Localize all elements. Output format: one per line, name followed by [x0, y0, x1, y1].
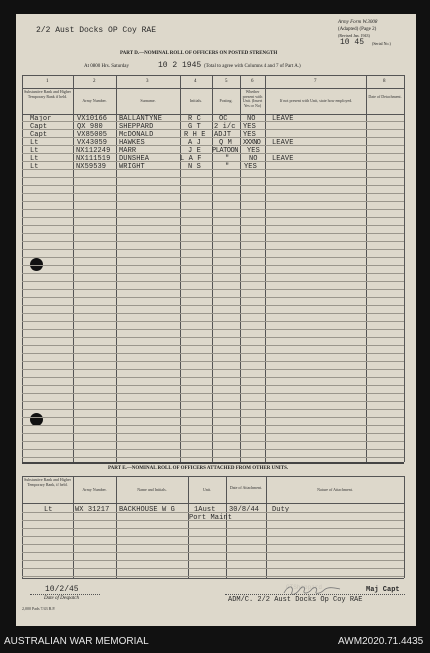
ruled-line: [22, 265, 404, 266]
col-number-1: 1: [46, 79, 49, 84]
serial-number: 10 45: [340, 38, 365, 47]
ruled-line: [22, 417, 404, 418]
row-number: NX112249: [76, 147, 111, 155]
ruled-line: [22, 353, 404, 354]
ruled-line: [22, 345, 404, 346]
ruled-line: [22, 281, 404, 282]
form-id-line2: (Adapted) (Page 2): [338, 27, 377, 32]
row-present: YES: [244, 163, 257, 171]
row-surname: WRIGHT: [119, 163, 145, 171]
row-rank: Major: [30, 115, 52, 123]
ruled-line: [22, 560, 404, 561]
ruled-line: [22, 153, 404, 154]
ruled-line: [22, 297, 404, 298]
e-row-name: BACKHOUSE W G: [119, 506, 175, 514]
ruled-line: [22, 433, 404, 434]
row-initials: R C: [188, 115, 201, 123]
col-number-6: 6: [251, 79, 254, 84]
ruled-line: [22, 185, 404, 186]
row-number: NX59539: [76, 163, 107, 171]
ruled-line: [22, 520, 404, 521]
row-number: QX 980: [77, 123, 103, 131]
row-number: VX10166: [77, 115, 108, 123]
ruled-line: [22, 177, 404, 178]
ruled-line: [22, 313, 404, 314]
row-surname: HAWKES: [119, 139, 145, 147]
row-surname: BALLANTYNE: [119, 115, 163, 123]
e-row-unit: 1Aust: [194, 506, 216, 514]
ruled-line: [22, 201, 404, 202]
row-initials: A J: [188, 139, 201, 147]
ruled-line: [22, 249, 404, 250]
ruled-line: [22, 305, 404, 306]
e-header-nature: Nature of Attachment.: [317, 487, 353, 492]
ruled-line: [22, 393, 404, 394]
ruled-line: [22, 161, 404, 162]
ruled-line: [22, 169, 404, 170]
row-rank: Lt: [30, 163, 39, 171]
e-row-unit-line2: Port Maint: [189, 514, 233, 522]
ruled-line: [22, 536, 404, 537]
ruled-line: [22, 401, 404, 402]
ruled-line: [22, 289, 404, 290]
ruled-line: [22, 441, 404, 442]
row-posting: ADJT: [214, 131, 232, 139]
header-rank: Substantive Rank and Higher Temporary Rank if held.: [24, 89, 71, 99]
caption-right: AWM2020.71.4435: [338, 636, 424, 647]
ruled-line: [22, 512, 404, 513]
part-e-title: PART E.—NOMINAL ROLL OF OFFICERS ATTACHED FROM OTHER UNITS.: [108, 466, 289, 471]
row-surname: McDONALD: [119, 131, 154, 139]
unit-title: 2/2 Aust Docks OP Coy RAE: [36, 26, 157, 35]
e-row-rank: Lt: [44, 506, 53, 514]
ruled-line: [22, 409, 404, 410]
row-employed: LEAVE: [272, 139, 294, 147]
col-number-3: 3: [146, 79, 149, 84]
ruled-line: [22, 129, 404, 130]
ruled-line: [22, 449, 404, 450]
ruled-line: [22, 544, 404, 545]
signoff: ADM/C. 2/2 Aust Docks Op Coy RAE: [228, 596, 363, 604]
ruled-line: [22, 233, 404, 234]
ruled-line: [22, 145, 404, 146]
row-employed: LEAVE: [272, 155, 294, 163]
col-number-2: 2: [93, 79, 96, 84]
part-d-total-note: (Total to agree with Columns 4 and 7 of Part A.): [204, 64, 301, 69]
e-header-rank: Substantive Rank and Higher Temporary Rank, if held.: [24, 477, 71, 487]
header-surname: Surname.: [140, 98, 156, 103]
row-number: VX43059: [77, 139, 108, 147]
signature-text: GTSheppard: [286, 584, 323, 591]
row-posting: ": [225, 163, 230, 171]
row-present: YES: [247, 147, 260, 155]
ruled-line: [22, 457, 404, 458]
ruled-line: [22, 193, 404, 194]
row-posting: Q M: [219, 139, 232, 147]
row-initials: R H E: [184, 131, 206, 139]
part-d-date-prefix: At 0800 Hrs. Saturday: [84, 64, 129, 69]
ruled-line: [22, 257, 404, 258]
part-d-title: PART D.—NOMINAL ROLL OF OFFICERS ON POSTED STRENGTH: [120, 51, 278, 56]
row-present: YES: [243, 131, 256, 139]
e-header-unit: Unit.: [202, 487, 212, 492]
row-rank: Capt: [30, 123, 48, 131]
e-row-nature: Duty: [272, 506, 290, 514]
rank-sign: Maj Capt: [366, 586, 400, 594]
ruled-line: [22, 369, 404, 370]
ruled-line: [22, 217, 404, 218]
ruled-line: [22, 385, 404, 386]
ruled-line: [22, 273, 404, 274]
despatch-date: 10/2/45: [45, 585, 79, 594]
row-posting: OC: [219, 115, 228, 123]
col-number-4: 4: [194, 79, 197, 84]
ruled-line: [22, 121, 404, 122]
row-present: YES: [243, 123, 256, 131]
row-rank: Lt: [30, 155, 39, 163]
ruled-line: [22, 425, 404, 426]
caption-left: AUSTRALIAN WAR MEMORIAL: [4, 636, 149, 647]
row-posting: PLATOON: [212, 147, 238, 155]
header-employed: If not present with Unit, state how employed.: [279, 98, 353, 103]
serial-label: (Serial No.): [372, 41, 391, 46]
form-id-line1: Army Form W.3008: [338, 20, 378, 25]
row-rank: Lt: [30, 139, 39, 147]
row-number: NX111519: [76, 155, 111, 163]
ruled-line: [22, 528, 404, 529]
ruled-line: [22, 321, 404, 322]
row-present: XXXNO: [243, 139, 261, 147]
e-row-date: 30/8/44: [229, 506, 260, 514]
header-army-number: Army Number.: [82, 98, 107, 103]
row-surname: DUNSHEA: [119, 155, 150, 163]
row-rank: Lt: [30, 147, 39, 155]
row-posting: ": [225, 155, 230, 163]
row-employed: LEAVE: [272, 115, 294, 123]
ruled-line: [22, 568, 404, 569]
ruled-line: [22, 552, 404, 553]
row-initials: J E: [188, 147, 201, 155]
col-number-8: 8: [383, 79, 386, 84]
ruled-line: [22, 576, 404, 577]
ruled-line: [22, 225, 404, 226]
ruled-line: [22, 329, 404, 330]
header-initials: Initials.: [189, 98, 203, 103]
ruled-line: [22, 209, 404, 210]
row-initials: G T: [188, 123, 201, 131]
col-number-5: 5: [225, 79, 228, 84]
header-detachment-date: Date of Detachment.: [368, 94, 402, 99]
e-header-name: Name and Initials.: [137, 487, 167, 492]
row-posting: 2 i/c: [214, 123, 236, 131]
header-posting: Posting.: [219, 98, 233, 103]
ruled-line: [22, 361, 404, 362]
ruled-line: [22, 137, 404, 138]
row-rank: Capt: [30, 131, 48, 139]
row-present: NO: [247, 115, 256, 123]
row-initials: L A F: [180, 155, 202, 163]
e-header-army-number: Army Number.: [82, 487, 107, 492]
ruled-line: [22, 241, 404, 242]
header-present: Whether present with Unit. (Insert Yes or No): [242, 89, 263, 108]
ruled-line: [22, 337, 404, 338]
part-d-date-value: 10 2 1945: [158, 61, 202, 70]
form-id-line3: (Revised Jan. 1943): [338, 33, 370, 38]
ruled-line: [22, 377, 404, 378]
row-surname: SHEPPARD: [119, 123, 154, 131]
despatch-label: Date of Despatch: [44, 596, 79, 601]
col-number-7: 7: [314, 79, 317, 84]
form-sheet: [16, 14, 416, 626]
e-header-date: Date of Attachment.: [229, 485, 263, 490]
printer-note: 2,000 Pads 7/43 B.P.: [22, 606, 56, 611]
row-present: NO: [249, 155, 258, 163]
e-row-number: WX 31217: [75, 506, 110, 514]
row-number: VX85005: [77, 131, 108, 139]
row-initials: N S: [188, 163, 201, 171]
row-surname: MARR: [119, 147, 137, 155]
